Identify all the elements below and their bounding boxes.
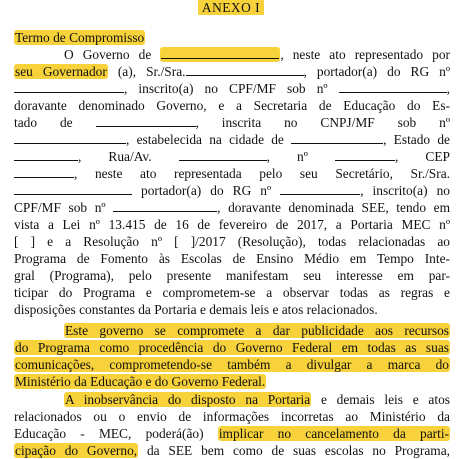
p1-line-7: , Rua/Av. , nº , CEP <box>14 148 450 165</box>
cnpj-blank <box>14 132 126 144</box>
p3-line-1: A inobservância do disposto na Portaria e demais leis e atos <box>65 392 450 407</box>
p2-line-1: Este governo se compromete a dar publicidade aos recursos <box>65 323 449 338</box>
p1-line-3: , inscrito(a) no CPF/MF sob nº , <box>14 80 450 97</box>
p1-line-14: gral (Programa), pelo presente manifestam seu interesse em par- <box>14 268 450 283</box>
p3-line-4: cipação do Governo, da SEE bem como de suas escolas no Programa, <box>15 443 450 458</box>
city-blank <box>291 132 383 144</box>
cep-blank <box>14 166 74 178</box>
p1-line-9: portador(a) do RG nº , inscrito(a) no <box>14 182 450 199</box>
rg-blank <box>14 81 124 93</box>
p2-line-2: do Programa como procedência do Governo Federal em todas as suas <box>15 340 449 355</box>
secretary-rg-blank <box>280 183 360 195</box>
p2-line-4: Ministério da Educação e do Governo Federal. <box>15 374 266 389</box>
p1-line-10: CPF/MF sob nº , doravante denominada SEE, tendo em <box>14 200 450 215</box>
cpf-blank <box>339 81 447 93</box>
p1-line-15: ticipar do Programa e comprometem-se a observar todas as regras e <box>14 285 450 300</box>
annex-title: ANEXO I <box>0 0 462 16</box>
governor-name-blank <box>186 64 304 76</box>
p1-line-6: , estabelecida na cidade de , Estado de <box>14 131 450 148</box>
p3-line-2: relacionados ou o envio de informações incorretas ao Ministério da <box>14 409 450 424</box>
secretary-name-blank <box>14 183 132 195</box>
p1-line-8: , neste ato representada pelo seu Secretário, Sr./Sra. <box>14 165 450 182</box>
p2-line-3: comunicações, comprometendo-se também a divulgar a marca do <box>15 357 449 372</box>
street-blank <box>179 149 267 161</box>
state-blank <box>161 47 279 59</box>
p1-line-16: disposições constantes da Portaria e demais leis e atos relacionados. <box>14 302 378 317</box>
uf-blank <box>14 149 78 161</box>
p1-line-4: doravante denominado Governo, e a Secretaria de Educação do Es- <box>14 98 450 113</box>
secretary-cpf-blank <box>113 200 217 212</box>
p1-line-12: [ ] e a Resolução nº [ ]/2017 (Resolução), todas relacionadas ao <box>14 234 450 249</box>
p1-line-5: tado de , inscrita no CNPJ/MF sob nº <box>14 115 450 130</box>
p1-line-13: Programa de Fomento às Escolas de Ensino Médio em Tempo Inte- <box>14 251 450 266</box>
p1-line-11: vista a Lei nº 13.415 de 16 de fevereiro de 2017, a Portaria MEC nº <box>14 217 450 232</box>
secretariat-state-blank <box>96 115 196 127</box>
p3-line-3: Educação - MEC, poderá(ão) implicar no cancelamento da parti- <box>14 426 450 441</box>
number-blank <box>335 149 395 161</box>
p1-line-1: O Governo de , neste ato representado por <box>64 47 450 62</box>
governor-highlight: seu Governador <box>15 64 107 79</box>
compromise-heading: Termo de Compromisso <box>15 30 145 45</box>
p1-line-2: seu Governador (a), Sr./Sra. , portador(a) do RG nº <box>15 64 450 79</box>
heading-line <box>14 29 450 46</box>
